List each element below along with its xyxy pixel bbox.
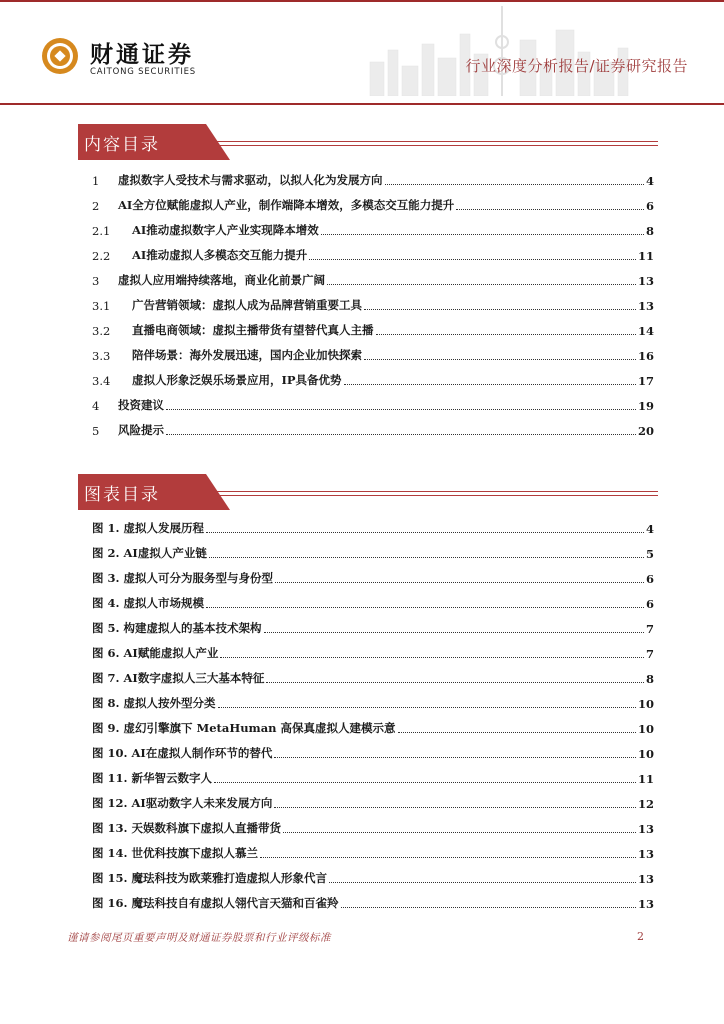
toc-entry[interactable]	[92, 422, 654, 438]
figure-entry-title: 图 13. 天娱数科旗下虚拟人直播带货	[92, 821, 282, 835]
figure-entry-title: 图 4. 虚拟人市场规模	[92, 596, 205, 610]
toc-entry-title: AI推动虚拟人多模态交互能力提升	[132, 248, 308, 262]
dot-leader	[264, 632, 644, 633]
figures-title: 图表目录	[84, 485, 160, 505]
city-skyline-watermark	[360, 4, 660, 96]
dot-leader	[376, 334, 636, 335]
toc-entry-page: 16	[637, 349, 654, 363]
section-rule	[213, 145, 658, 146]
top-border	[0, 0, 724, 2]
toc-entry-page: 6	[645, 199, 654, 213]
figure-entry[interactable]	[92, 595, 654, 611]
disclaimer-footer: 谨请参阅尾页重要声明及财通证券股票和行业评级标准	[67, 932, 331, 944]
figure-entry-title: 图 6. AI赋能虚拟人产业	[92, 646, 219, 660]
toc-entry-title: 投资建议	[118, 398, 164, 412]
toc-title: 内容目录	[84, 135, 160, 155]
toc-entry-title: 风险提示	[118, 423, 164, 437]
toc-entry-page: 4	[645, 174, 654, 188]
figure-entry-page: 7	[645, 647, 654, 661]
toc-entry-number: 3.2	[92, 324, 111, 338]
dot-leader	[218, 707, 636, 708]
toc-entry-page: 13	[637, 299, 654, 313]
dot-leader	[209, 557, 644, 558]
figure-entry[interactable]	[92, 720, 654, 736]
toc-entry[interactable]	[92, 322, 654, 338]
dot-leader	[274, 757, 636, 758]
toc-entry-number: 2.1	[92, 224, 111, 238]
toc-entry-page: 14	[637, 324, 654, 338]
page-number: 2	[637, 930, 644, 943]
figure-entry[interactable]	[92, 770, 654, 786]
toc-entry-number: 4	[92, 399, 100, 413]
figure-entry-title: 图 3. 虚拟人可分为服务型与身份型	[92, 571, 274, 585]
toc-entry[interactable]	[92, 222, 654, 238]
figure-entry-title: 图 16. 魔珐科技自有虚拟人翎代言天猫和百雀羚	[92, 896, 339, 910]
figure-entry[interactable]	[92, 695, 654, 711]
dot-leader	[327, 284, 636, 285]
toc-entry-title: 陪伴场景：海外发展迅速，国内企业加快探索	[132, 348, 362, 362]
toc-entry[interactable]	[92, 272, 654, 288]
figure-entry[interactable]	[92, 820, 654, 836]
figures-section-header	[78, 474, 658, 510]
report-type-label: 行业深度分析报告/证券研究报告	[465, 57, 688, 75]
toc-entry-page: 19	[637, 399, 654, 413]
dot-leader	[266, 682, 644, 683]
figure-entry[interactable]	[92, 645, 654, 661]
dot-leader	[398, 732, 636, 733]
figure-entry-page: 10	[637, 722, 654, 736]
dot-leader	[275, 582, 644, 583]
dot-leader	[385, 184, 644, 185]
figure-entry-page: 13	[637, 872, 654, 886]
figure-entry[interactable]	[92, 620, 654, 636]
figure-entry-title: 图 5. 构建虚拟人的基本技术架构	[92, 621, 262, 635]
figure-entry[interactable]	[92, 845, 654, 861]
figure-entry-page: 6	[645, 597, 654, 611]
figure-entry-title: 图 8. 虚拟人按外型分类	[92, 696, 216, 710]
dot-leader	[166, 434, 636, 435]
toc-entry[interactable]	[92, 172, 654, 188]
figure-entry[interactable]	[92, 895, 654, 911]
figure-entry-page: 6	[645, 572, 654, 586]
figure-entry-title: 图 14. 世优科技旗下虚拟人慕兰	[92, 846, 259, 860]
toc-entry-number: 2	[92, 199, 100, 213]
toc-entry-number: 5	[92, 424, 100, 438]
figure-entry-title: 图 15. 魔珐科技为欧莱雅打造虚拟人形象代言	[92, 871, 328, 885]
toc-entry-page: 11	[637, 249, 654, 263]
toc-entry-title: 广告营销领域：虚拟人成为品牌营销重要工具	[132, 298, 362, 312]
dot-leader	[341, 907, 636, 908]
dot-leader	[274, 807, 636, 808]
toc-entry-title: AI推动虚拟数字人产业实现降本增效	[132, 223, 319, 237]
brand-name-en: CAITONG SECURITIES	[90, 67, 196, 77]
header-divider	[0, 103, 724, 105]
toc-entry[interactable]	[92, 372, 654, 388]
dot-leader	[166, 409, 636, 410]
toc-entry-number: 1	[92, 174, 100, 188]
figure-entry-page: 13	[637, 897, 654, 911]
figure-entry[interactable]	[92, 520, 654, 536]
figure-entry-page: 13	[637, 822, 654, 836]
figure-entry-page: 12	[637, 797, 654, 811]
toc-entry-title: 虚拟人应用端持续落地，商业化前景广阔	[118, 273, 325, 287]
figure-entry-page: 13	[637, 847, 654, 861]
toc-entry-title: 虚拟数字人受技术与需求驱动，以拟人化为发展方向	[118, 173, 383, 187]
brand-name-cn: 财通证券	[90, 42, 194, 68]
section-rule	[210, 491, 658, 492]
figure-entry-title: 图 2. AI虚拟人产业链	[92, 546, 207, 560]
dot-leader	[260, 857, 636, 858]
dot-leader	[329, 882, 636, 883]
dot-leader	[206, 607, 644, 608]
dot-leader	[214, 782, 636, 783]
dot-leader	[456, 209, 644, 210]
toc-entry-number: 3.4	[92, 374, 111, 388]
figure-entry[interactable]	[92, 745, 654, 761]
toc-entry-number: 2.2	[92, 249, 111, 263]
figure-entry-title: 图 1. 虚拟人发展历程	[92, 521, 205, 535]
toc-entry-number: 3.1	[92, 299, 111, 313]
figure-entry-title: 图 7. AI数字虚拟人三大基本特征	[92, 671, 265, 685]
toc-section-header	[78, 124, 658, 160]
toc-entry-title: 虚拟人形象泛娱乐场景应用，IP具备优势	[132, 373, 342, 387]
figure-entry[interactable]	[92, 570, 654, 586]
figure-entry-page: 11	[637, 772, 654, 786]
dot-leader	[364, 359, 636, 360]
section-rule	[213, 495, 658, 496]
toc-entry-title: AI全方位赋能虚拟人产业，制作端降本增效，多模态交互能力提升	[118, 198, 455, 212]
figure-entry[interactable]	[92, 545, 654, 561]
toc-entry[interactable]	[92, 197, 654, 213]
dot-leader	[321, 234, 644, 235]
toc-entry[interactable]	[92, 397, 654, 413]
section-rule	[210, 141, 658, 142]
toc-entry[interactable]	[92, 297, 654, 313]
toc-entry-number: 3	[92, 274, 100, 288]
figure-entry-title: 图 11. 新华智云数字人	[92, 771, 213, 785]
dot-leader	[364, 309, 636, 310]
figure-entry-page: 8	[645, 672, 654, 686]
figure-entry-page: 10	[637, 747, 654, 761]
toc-entry[interactable]	[92, 347, 654, 363]
figure-entry[interactable]	[92, 870, 654, 886]
figure-entry-page: 7	[645, 622, 654, 636]
figure-entry-title: 图 12. AI驱动数字人未来发展方向	[92, 796, 273, 810]
figure-entry-page: 10	[637, 697, 654, 711]
dot-leader	[220, 657, 644, 658]
dot-leader	[309, 259, 636, 260]
toc-entry-page: 13	[637, 274, 654, 288]
figure-entry-title: 图 10. AI在虚拟人制作环节的替代	[92, 746, 273, 760]
figure-entry-title: 图 9. 虚幻引擎旗下 MetaHuman 高保真虚拟人建模示意	[92, 721, 396, 735]
dot-leader	[283, 832, 636, 833]
toc-entry-title: 直播电商领域：虚拟主播带货有望替代真人主播	[132, 323, 374, 337]
toc-entry-page: 20	[637, 424, 654, 438]
figure-entry-page: 5	[645, 547, 654, 561]
toc-entry-number: 3.3	[92, 349, 111, 363]
figure-entry-page: 4	[645, 522, 654, 536]
dot-leader	[344, 384, 636, 385]
toc-entry-page: 17	[637, 374, 654, 388]
toc-entry[interactable]	[92, 247, 654, 263]
coin-logo-icon	[40, 36, 80, 76]
figure-entry[interactable]	[92, 795, 654, 811]
dot-leader	[206, 532, 644, 533]
toc-entry-page: 8	[645, 224, 654, 238]
figure-entry[interactable]	[92, 670, 654, 686]
